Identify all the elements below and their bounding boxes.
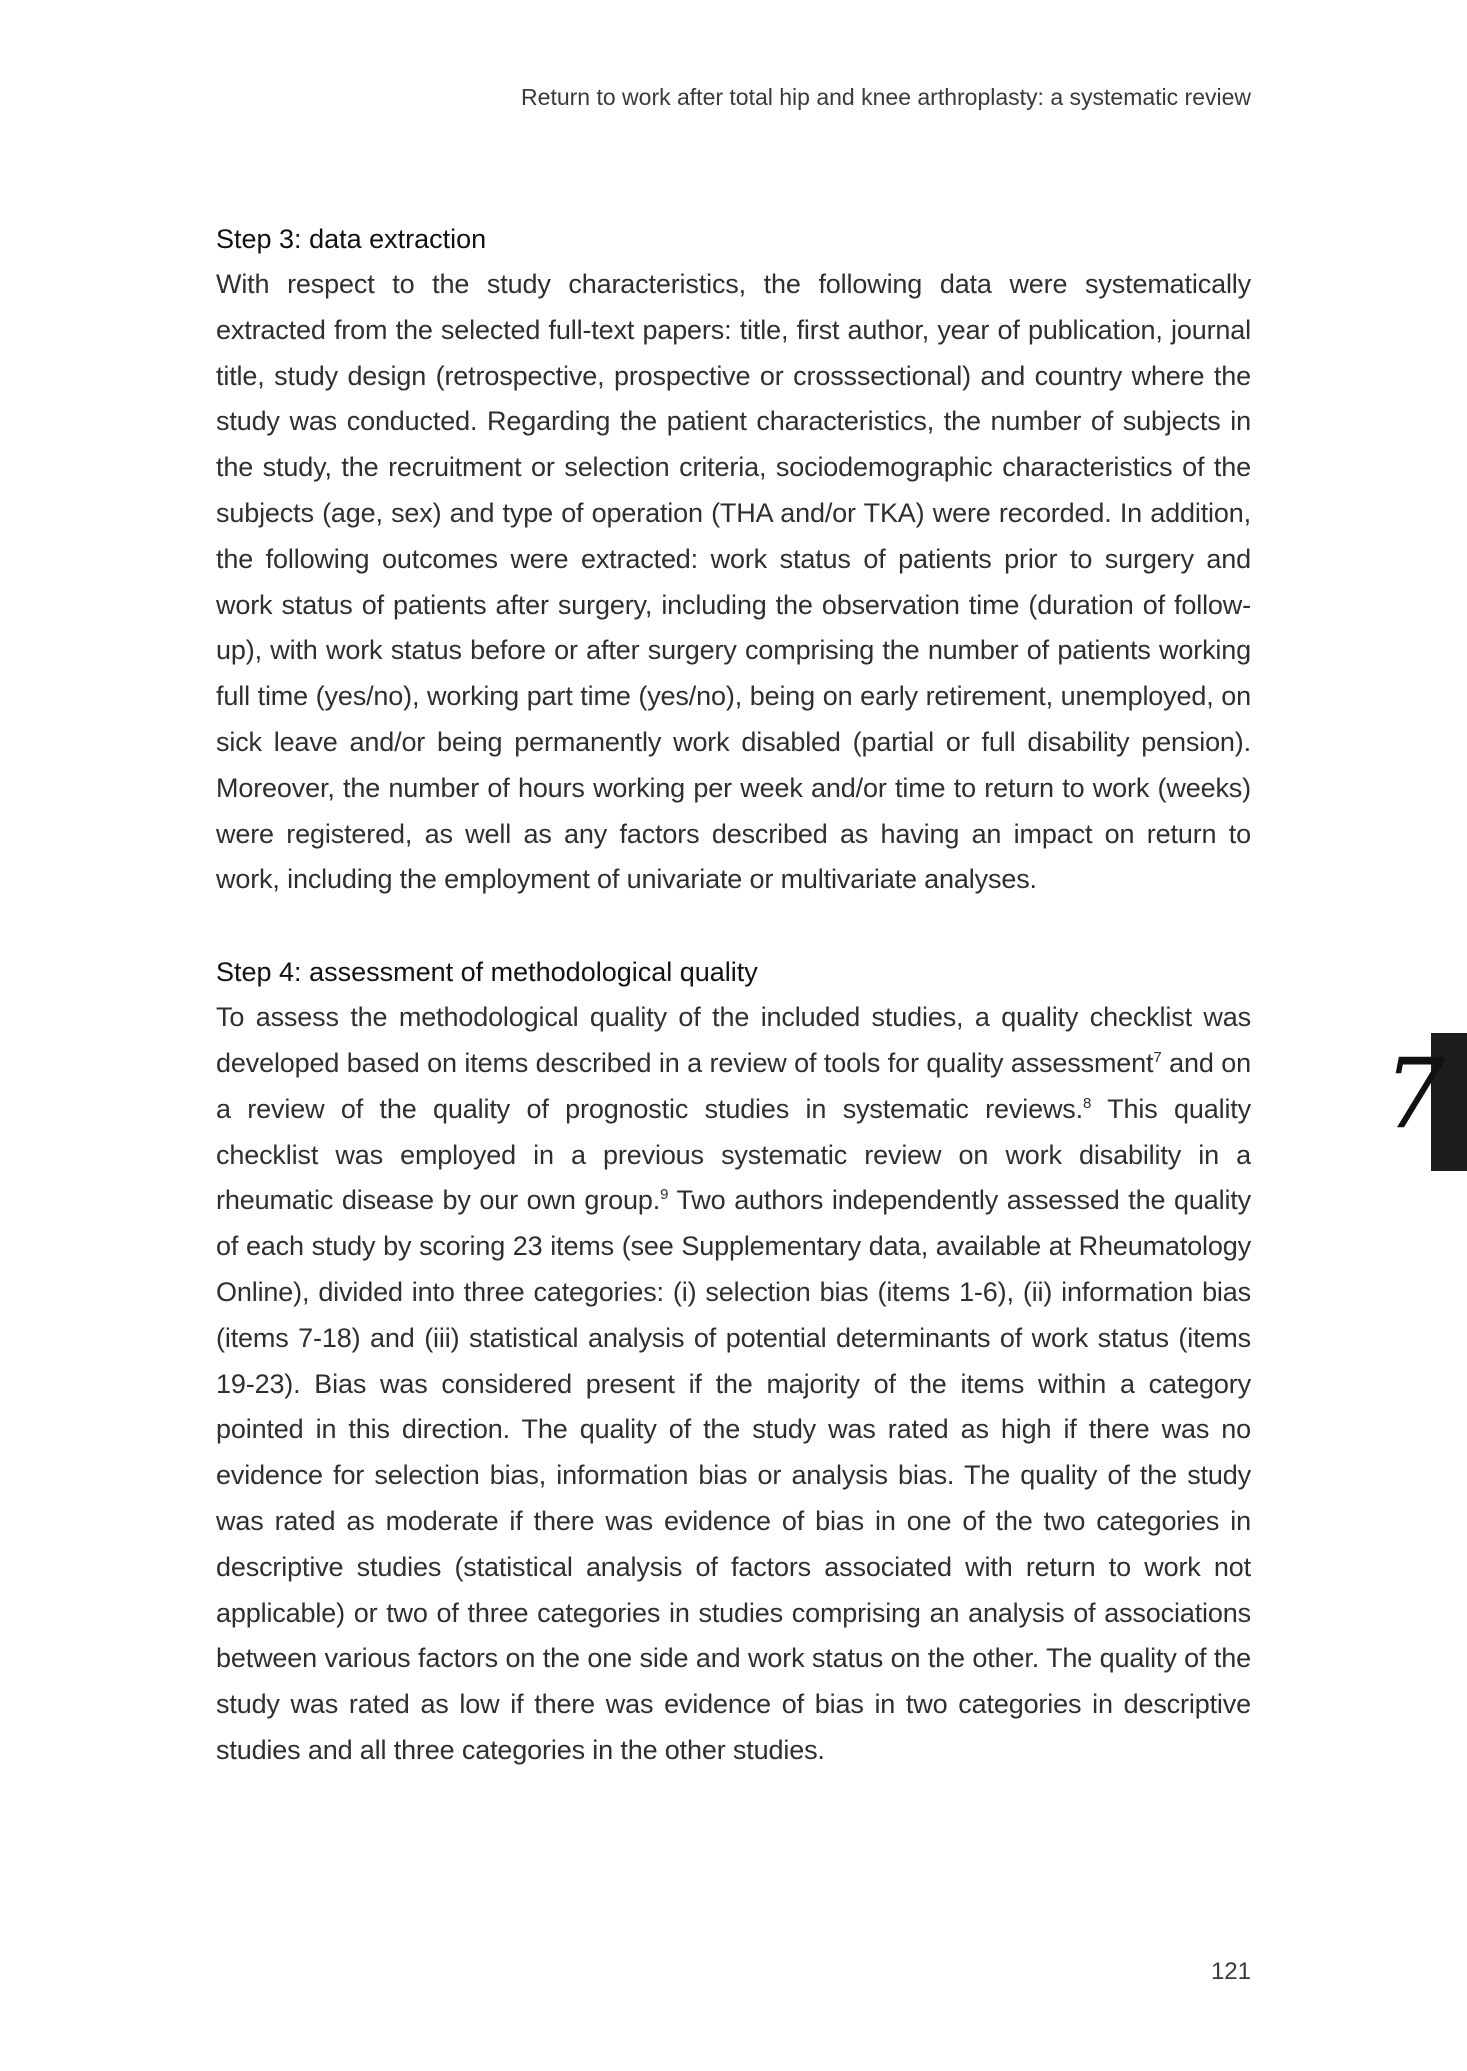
chapter-number: 7	[1384, 1038, 1446, 1150]
reference-superscript[interactable]: 7	[1153, 1048, 1162, 1066]
reference-superscript[interactable]: 8	[1083, 1094, 1092, 1112]
reference-superscript[interactable]: 9	[660, 1186, 669, 1204]
paragraph-text: To assess the methodological quality of the included studies, a quality checklist was developed based on items described in a review of tools for quality assessment	[216, 1002, 1251, 1078]
section-spacer	[216, 903, 1251, 949]
paragraph-step3: With respect to the study characteristics, the following data were systematically extracted from the selected full-text papers: title, first author, year of publication, journal title, study design (retrospective, prospective or crosssectional) and country where the study was conducted. Regarding the patient characteristics, the number of subjects in the study, the recruitment or selection criteria, sociodemographic characteristics of the subjects (age, sex) and type of operation (THA and/or TKA) were recorded. In addition, the following outcomes were extracted: work status of patients prior to surgery and work status of patients after surgery, including the observation time (duration of follow-up), with work status before or after surgery comprising the number of patients working full time (yes/no), working part time (yes/no), being on early retirement, unemployed, on sick leave and/or being permanently work disabled (partial or full disability pension). Moreover, the number of hours working per week and/or time to return to work (weeks) were registered, as well as any factors described as having an impact on return to work, including the employment of univariate or multivariate analyses.	[216, 269, 1251, 895]
section-heading-step4: Step 4: assessment of methodological quality	[216, 957, 758, 988]
section-heading-step3: Step 3: data extraction	[216, 224, 487, 254]
paragraph-step4	[216, 995, 1251, 1774]
paragraph-text: and on a review of the quality of prognostic studies in systematic reviews.	[216, 1047, 1251, 1124]
paragraph-text: This quality checklist was employed in a previous systematic review on work disability in a rheumatic disease by our own group.	[216, 1093, 1251, 1216]
page-number: 121	[1210, 1958, 1251, 1985]
paragraph-text: Two authors independently assessed the quality of each study by scoring 23 items (see Supplementary data, available at Rheumatology Online), divided into three categories: (i) selection bias (items 1-6), (ii) information bias (items 7-18) and (iii) statistical analysis of potential determinants of work status (items 19-23). Bias was considered present if the majority of the items within a category pointed in this direction. The quality of the study was rated as high if there was no evidence for selection bias, information bias or analysis bias. The quality of the study was rated as moderate if there was evidence of bias in one of the two categories in descriptive studies (statistical analysis of factors associated with return to work not applicable) or two of three categories in studies comprising an analysis of associations between various factors on the one side and work status on the other. The quality of the study was rated as low if there was evidence of bias in two categories in descriptive studies and all three categories in the other studies.	[216, 1185, 1251, 1765]
article-body	[216, 216, 1251, 1774]
running-header: Return to work after total hip and knee arthroplasty: a systematic review	[521, 84, 1251, 110]
